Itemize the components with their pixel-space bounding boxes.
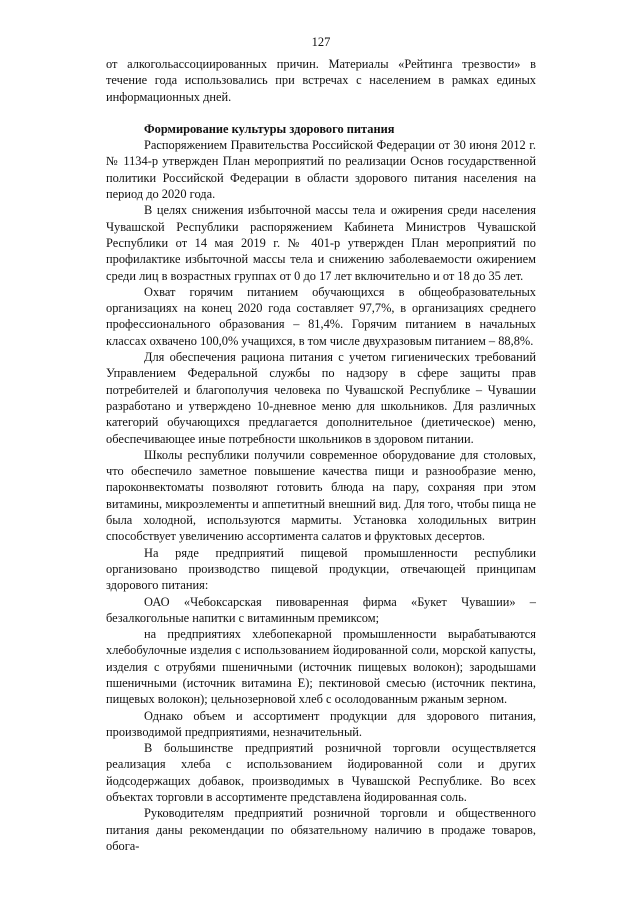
paragraph-continued: от алкогольассоциированных причин. Материалы «Рейтинга трезвости» в течение года использовались при встречах с населением в рамках единых информационных дней.: [106, 57, 536, 104]
paragraph: В целях снижения избыточной массы тела и ожирения среди населения Чувашской Республики распоряжением Кабинета Министров Чувашской Республики от 14 мая 2019 г. № 401-р утвержден План мероприятий по профилактике избыточной массы тела и снижению заболеваемости ожирением среди лиц в возрастных группах от 0 до 17 лет включительно и от 18 до 35 лет.: [106, 203, 536, 283]
document-page: [106, 34, 536, 854]
paragraph: ОАО «Чебоксарская пивоваренная фирма «Букет Чувашии» – безалкогольные напитки с витаминным премиксом;: [106, 594, 536, 625]
page-number: 127: [311, 35, 331, 49]
paragraph: Охват горячим питанием обучающихся в общеобразовательных организациях на конец 2020 года составляет 97,7%, в организациях среднего профессионального образования – 81,4%. Горячим питанием в начальных классах охвачено 100,0% учащихся, в том числе двухразовым питанием – 88,8%.: [106, 284, 536, 348]
section-spacer: [106, 105, 536, 121]
paragraph: Руководителям предприятий розничной торговли и общественного питания даны рекомендации по обязательному наличию в продаже товаров, обога-: [106, 806, 536, 853]
paragraph: Школы республики получили современное оборудование для столовых, что обеспечило заметное повышение качества пищи и разнообразие меню, пароконвектоматы позволяют готовить блюда на пару, сохраняя при этом витамины, микроэлементы и аппетитный внешний вид. Для того, чтобы пища не была холодной, используются мармиты. Установка холодильных витрин способствует увеличению ассортимента салатов и фруктовых десертов.: [106, 447, 536, 544]
paragraph: В большинстве предприятий розничной торговли осуществляется реализация хлеба с использованием йодированной соли и других йодсодержащих добавок, производимых в Чувашской Республике. Во всех объектах торговли в ассортименте представлена йодированная соль.: [106, 741, 536, 805]
paragraph: На ряде предприятий пищевой промышленности республики организовано производство пищевой продукции, отвечающей принципам здорового питания:: [106, 545, 536, 593]
section-heading: Формирование культуры здорового питания: [144, 121, 395, 136]
paragraph: Для обеспечения рациона питания с учетом гигиенических требований Управлением Федеральной службы по надзору в сфере защиты прав потребителей и благополучия человека по Чувашской Республике – Чувашии разработано и утверждено 10-дневное меню для школьников. Для различных категорий обучающихся предлагается дополнительное (диетическое) меню, обеспечивающее иные потребности школьников в здоровом питании.: [106, 350, 536, 446]
paragraph: Распоряжением Правительства Российской Федерации от 30 июня 2012 г. № 1134-р утвержден План мероприятий по реализации Основ государственной политики Российской Федерации в области здорового питания населения на период до 2020 года.: [106, 138, 536, 202]
paragraph: Однако объем и ассортимент продукции для здорового питания, производимой предприятиями, незначительный.: [106, 708, 536, 739]
paragraph: на предприятиях хлебопекарной промышленности вырабатываются хлебобулочные изделия с использованием йодированной соли, морской капусты, изделия с отрубями пшеничными (источник пищевых волокон); зародышами пшеничными (источник витамина Е); пектиновой смесью (источник пектина, пищевых волокон); цельнозерновой хлеб с осолодованным ржаным зерном.: [106, 627, 536, 707]
